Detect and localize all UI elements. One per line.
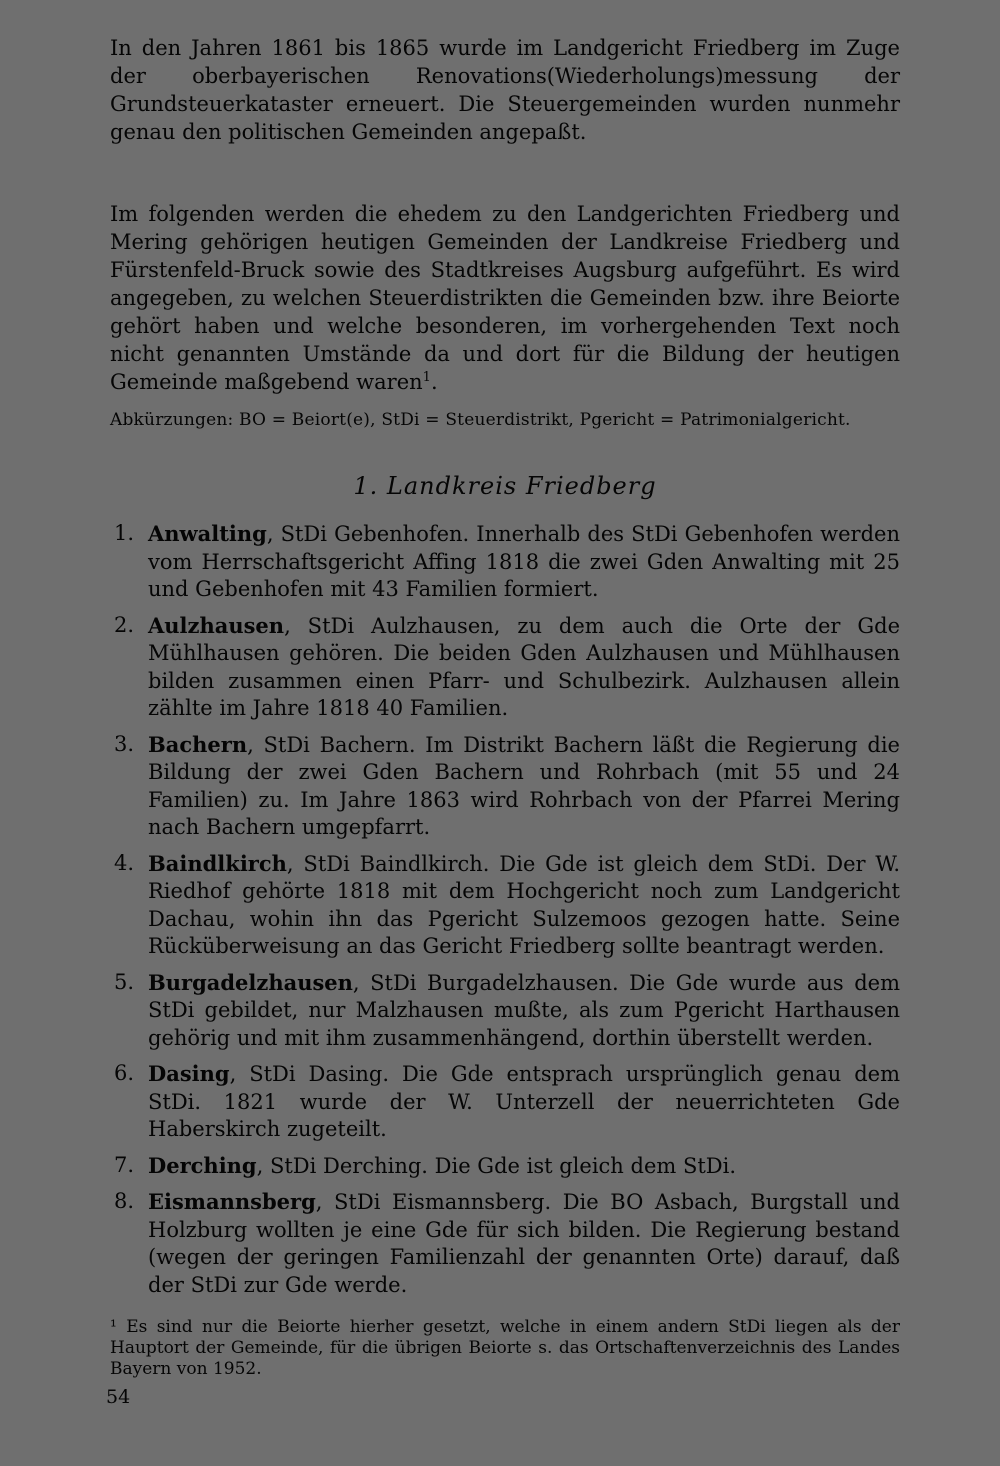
- entry-text: , StDi Aulzhausen, zu dem auch die Orte der Gde Mühlhausen gehören. Die beiden Gden Aulzhausen und Mühlhausen bilden zusammen einen Pfarr- und Schulbezirk. Aulzhausen allein zählte im Jahre 1818 40 Familien.: [148, 613, 900, 720]
- entry-text: , StDi Bachern. Im Distrikt Bachern läßt die Regierung die Bildung der zwei Gden Bachern und Rohrbach (mit 55 und 24 Familien) zu. Im Jahre 1863 wird Rohrbach von der Pfarrei Mering nach Bachern umgepfarrt.: [148, 732, 900, 839]
- intro-paragraph-2-text: Im folgenden werden die ehedem zu den Landgerichten Friedberg und Mering gehörigen heutigen Gemeinden der Landkreise Friedberg und Fürstenfeld-Bruck sowie des Stadtkreises Augsburg aufgeführt. Es wird angegeben, zu welchen Steuerdistrikten die Gemeinden bzw. ihre Beiorte gehört haben und welche besonderen, im vorhergehenden Text noch nicht genannten Umstände da und dort für die Bildung der heutigen Gemeinde maßgebend waren: [110, 202, 900, 394]
- list-item: [110, 850, 900, 961]
- entry-number: 7.: [114, 1152, 135, 1177]
- entry-body: [148, 1060, 900, 1144]
- entry-body: [148, 731, 900, 842]
- entry-name: Bachern: [148, 731, 248, 757]
- entry-number: 2.: [114, 612, 135, 637]
- entry-text: , StDi Gebenhofen. Innerhalb des StDi Gebenhofen werden vom Herrschaftsgericht Affing 1818 die zwei Gden Anwalting mit 25 und Gebenhofen mit 43 Familien formiert.: [148, 522, 900, 601]
- entry-body: [148, 1188, 900, 1299]
- intro-paragraph-2: [110, 200, 900, 396]
- entry-body: [148, 850, 900, 961]
- entry-body: [148, 1152, 900, 1181]
- footnote-reference: 1: [422, 370, 431, 385]
- entry-number: 1.: [114, 521, 135, 545]
- entry-name: Burgadelzhausen: [148, 969, 353, 995]
- entry-text: , StDi Derching. Die Gde ist gleich dem StDi.: [256, 1153, 737, 1178]
- entry-name: Dasing: [148, 1061, 230, 1086]
- footnote-marker: ¹: [110, 1317, 117, 1337]
- intro-paragraph-1: In den Jahren 1861 bis 1865 wurde im Landgericht Friedberg im Zuge der oberbayerischen Renovations(Wiederholungs)messung der Grundsteuerkataster erneuert. Die Steuergemeinden wurden nunmehr genau den politischen Gemeinden angepaßt.: [110, 36, 900, 144]
- entry-text: , StDi Dasing. Die Gde entsprach ursprünglich genau dem StDi. 1821 wurde der W. Unterzell der neuerrichteten Gde Haberskirch zugeteilt.: [148, 1062, 900, 1141]
- entry-body: [148, 520, 900, 604]
- page-number: 54: [106, 1386, 131, 1408]
- entry-number: 5.: [114, 969, 135, 994]
- entry-text: , StDi Burgadelzhausen. Die Gde wurde aus dem StDi gebildet, nur Malzhausen mußte, als zum Pgericht Harthausen gehörig und mit ihm zusammenhängend, dorthin überstellt werden.: [148, 970, 900, 1050]
- entry-number: 3.: [114, 731, 135, 756]
- list-item: [110, 731, 900, 842]
- list-item: [110, 1152, 900, 1181]
- list-item: [110, 612, 900, 723]
- entry-number: 6.: [114, 1061, 135, 1085]
- entry-body: [148, 612, 900, 723]
- entry-name: Derching: [148, 1152, 257, 1178]
- list-item: [110, 1060, 900, 1144]
- entry-number: 8.: [114, 1189, 135, 1213]
- page-content: [110, 34, 900, 1380]
- entry-number: 4.: [114, 850, 135, 875]
- entry-list: [110, 520, 900, 1299]
- list-item: [110, 1188, 900, 1299]
- entry-name: Baindlkirch: [148, 850, 287, 876]
- entry-text: , StDi Eismannsberg. Die BO Asbach, Burgstall und Holzburg wollten je eine Gde für sich bilden. Die Regierung bestand (wegen der geringen Familienzahl der genannten Orte) darauf, daß der StDi zur Gde werde.: [148, 1190, 900, 1297]
- footnote: [110, 1317, 900, 1380]
- entry-name: Anwalting: [148, 521, 267, 546]
- entry-text: , StDi Baindlkirch. Die Gde ist gleich dem StDi. Der W. Riedhof gehörte 1818 mit dem Hochgericht noch zum Landgericht Dachau, wohin ihn das Pgericht Sulzemoos gezogen hatte. Seine Rücküberweisung an das Gericht Friedberg sollte beantragt werden.: [148, 851, 900, 958]
- list-item: [110, 969, 900, 1053]
- entry-name: Eismannsberg: [148, 1189, 316, 1214]
- abbreviations-line: Abkürzungen: BO = Beiort(e), StDi = Steuerdistrikt, Pgericht = Patrimonialgericht.: [110, 410, 851, 430]
- list-item: [110, 520, 900, 604]
- entry-body: [148, 969, 900, 1053]
- section-heading: 1. Landkreis Friedberg: [353, 472, 657, 500]
- entry-name: Aulzhausen: [148, 612, 285, 638]
- footnote-text: Es sind nur die Beiorte hierher gesetzt, welche in einem andern StDi liegen als der Hauptort der Gemeinde, für die übrigen Beiorte s. das Ortschaftenverzeichnis des Landes Bayern von 1952.: [110, 1317, 900, 1379]
- intro-paragraph-2-end: .: [430, 370, 438, 394]
